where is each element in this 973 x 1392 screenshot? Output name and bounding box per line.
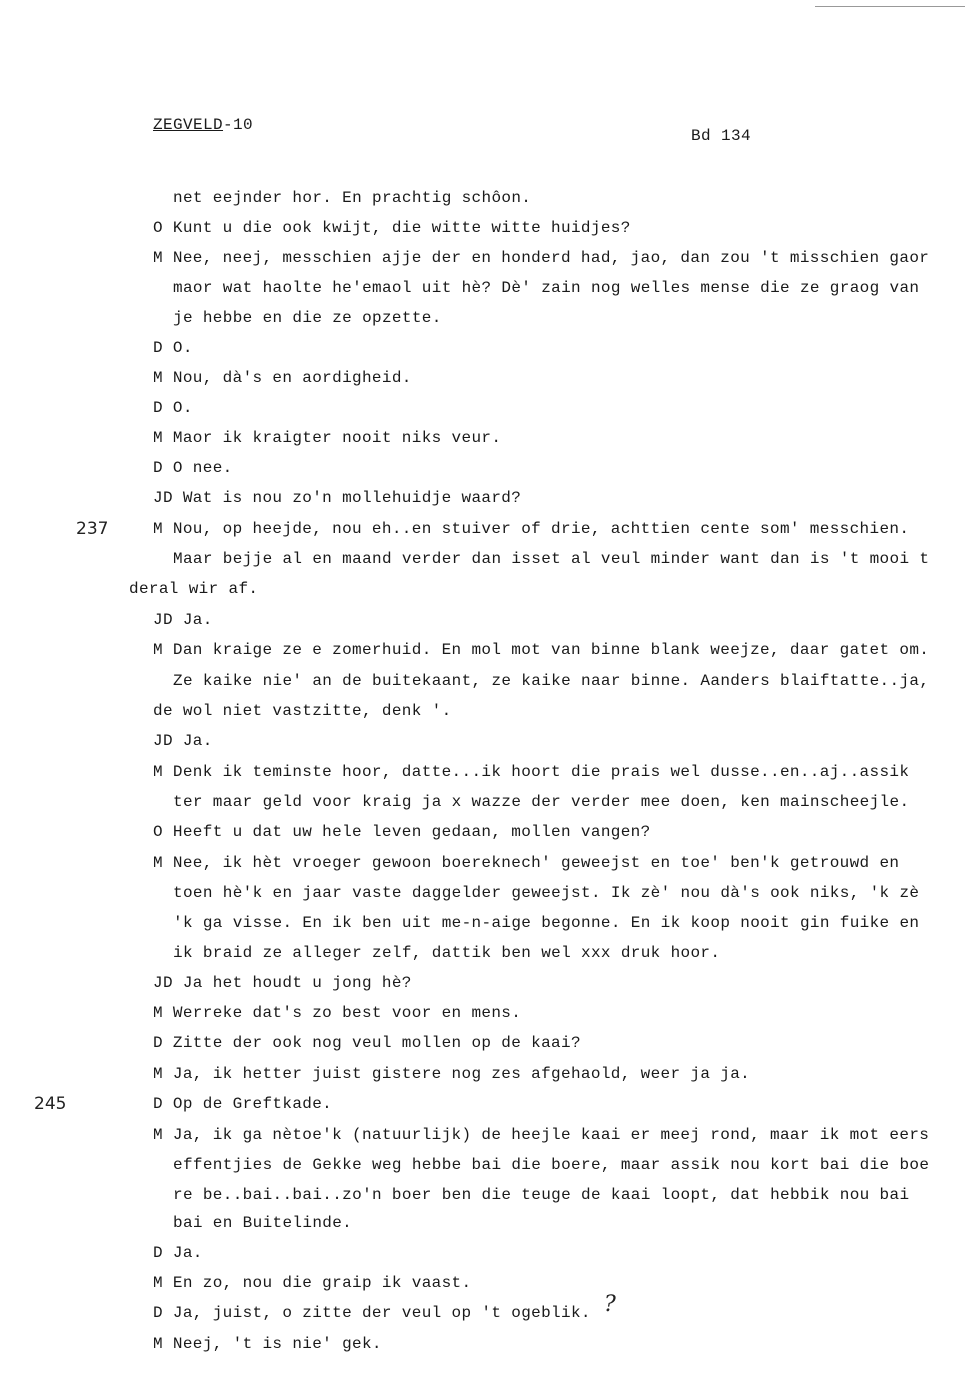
top-rule [815, 6, 965, 7]
transcript-line: M Nee, ik hèt vroeger gewoon boereknech' geweejst en toe' ben'k getrouwd en [153, 854, 900, 872]
transcript-line: D Ja. [153, 1244, 203, 1262]
transcript-line: je hebbe en die ze opzette. [173, 309, 442, 327]
transcript-line: toen hè'k en jaar vaste daggelder geweejst. Ik zè' nou dà's ook niks, 'k zè [173, 884, 920, 902]
transcript-line: ter maar geld voor kraig ja x wazze der verder mee doen, ken mainscheejle. [173, 793, 910, 811]
transcript-line: Maar bejje al en maand verder dan isset al veul minder want dan is 't mooi t [173, 550, 930, 568]
transcript-line: deral wir af. [129, 580, 259, 598]
transcript-line: D Op de Greftkade. [153, 1095, 333, 1113]
transcript-line: O Heeft u dat uw hele leven gedaan, mollen vangen? [153, 823, 651, 841]
transcript-line: Ze kaike nie' an de buitekaant, ze kaike naar binne. Aanders blaiftatte..ja, [173, 672, 930, 690]
transcript-line: M Nee, neej, messchien ajje der en honderd had, jao, dan zou 't misschien gaor [153, 249, 930, 267]
transcript-line: M En zo, nou die graip ik vaast. [153, 1274, 472, 1292]
transcript-line: M Maor ik kraigter nooit niks veur. [153, 429, 502, 447]
transcript-line: D O. [153, 399, 193, 417]
transcript-line: re be..bai..bai..zo'n boer ben die teuge de kaai loopt, dat hebbik nou bai [173, 1186, 910, 1204]
transcript-line: effentjies de Gekke weg hebbe bai die boere, maar assik nou kort bai die boe [173, 1156, 930, 1174]
transcript-line: O Kunt u die ook kwijt, die witte witte huidjes? [153, 219, 631, 237]
transcript-line: D O nee. [153, 459, 233, 477]
transcript-line: JD Wat is nou zo'n mollehuidje waard? [153, 489, 522, 507]
transcript-line: M Ja, ik hetter juist gistere nog zes afgehaold, weer ja ja. [153, 1065, 751, 1083]
transcript-line: bai en Buitelinde. [173, 1214, 353, 1232]
transcript-line: M Denk ik teminste hoor, datte...ik hoort die prais wel dusse..en..aj..assik [153, 763, 910, 781]
transcript-line: M Werreke dat's zo best voor en mens. [153, 1004, 522, 1022]
transcript-line: M Ja, ik ga nètoe'k (natuurlijk) de heejle kaai er meej rond, maar ik mot eers [153, 1126, 930, 1144]
transcript-line: 'k ga visse. En ik ben uit me-n-aige begonne. En ik koop nooit gin fuike en [173, 914, 920, 932]
transcript-line: JD Ja. [153, 732, 213, 750]
series-number: -10 [223, 116, 254, 134]
transcript-line: M Dan kraige ze e zomerhuid. En mol mot van binne blank weejze, daar gatet om. [153, 641, 930, 659]
transcript-line: M Nou, dà's en aordigheid. [153, 369, 412, 387]
margin-note: 237 [76, 519, 109, 539]
page-number: Bd 134 [691, 127, 752, 145]
transcript-line: ik braid ze alleger zelf, dattik ben wel xxx druk hoor. [173, 944, 721, 962]
transcript-line: de wol niet vastzitte, denk '. [153, 702, 452, 720]
transcript-line: JD Ja. [153, 611, 213, 629]
transcript-line: net eejnder hor. En prachtig schôon. [173, 189, 532, 207]
transcript-line: M Nou, op heejde, nou eh..en stuiver of drie, achttien cente som' messchien. [153, 520, 910, 538]
transcript-line: D O. [153, 339, 193, 357]
transcript-line: JD Ja het houdt u jong hè? [153, 974, 412, 992]
transcript-line: M Neej, 't is nie' gek. [153, 1335, 382, 1353]
margin-note: 245 [34, 1094, 67, 1114]
handwritten-question-mark: ? [604, 1292, 616, 1317]
series-name: ZEGVELD [153, 116, 224, 134]
transcript-line: D Ja, juist, o zitte der veul op 't ogeblik. [153, 1304, 591, 1322]
transcript-line: D Zitte der ook nog veul mollen op de kaai? [153, 1034, 581, 1052]
transcript-line: maor wat haolte he'emaol uit hè? Dè' zain nog welles mense die ze graog van [173, 279, 920, 297]
document-header [153, 116, 253, 134]
